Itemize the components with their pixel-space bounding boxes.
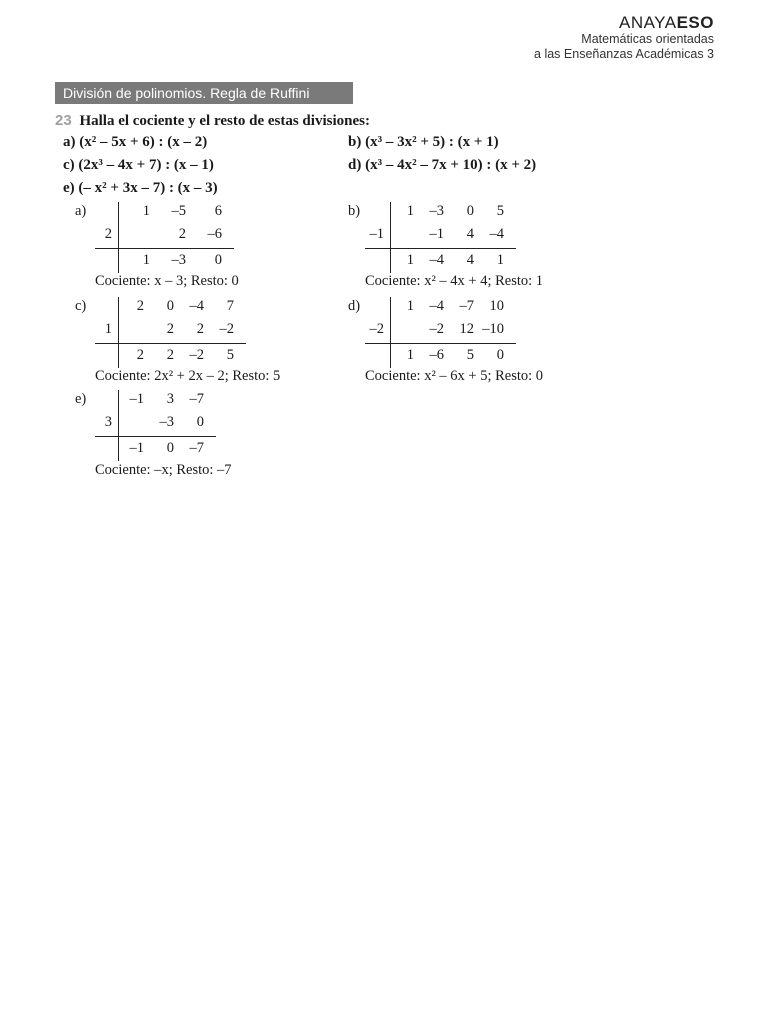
ruffini-a-vertical-line bbox=[118, 202, 119, 273]
problem-c: c) (2x³ – 4x + 7) : (x – 1) bbox=[63, 157, 214, 173]
solution-e-label: e) bbox=[75, 391, 87, 407]
brand-header bbox=[534, 14, 714, 62]
ruffini-c-coeffs-0: 2 bbox=[136, 298, 144, 314]
ruffini-d-coeffs-3: 10 bbox=[489, 298, 504, 314]
exercise-number: 23 bbox=[55, 112, 72, 129]
ruffini-b-coeffs-0: 1 bbox=[406, 203, 414, 219]
publisher-name: ANAYA bbox=[618, 13, 677, 32]
solution-c-label: c) bbox=[75, 298, 87, 314]
ruffini-b-coeffs-1: –3 bbox=[429, 203, 444, 219]
ruffini-a-coeffs-2: 6 bbox=[214, 203, 222, 219]
ruffini-c-horizontal-line bbox=[95, 343, 246, 344]
ruffini-b-horizontal-line bbox=[365, 248, 516, 249]
ruffini-d-products-3: –10 bbox=[482, 321, 504, 337]
solution-b-quotient-remainder: Cociente: x² – 4x + 4; Resto: 1 bbox=[365, 273, 544, 289]
ruffini-d-coeffs-2: –7 bbox=[459, 298, 474, 314]
problem-b: b) (x³ – 3x² + 5) : (x + 1) bbox=[348, 134, 499, 150]
ruffini-c-results-3: 5 bbox=[226, 347, 234, 363]
solution-c-quotient-remainder: Cociente: 2x² + 2x – 2; Resto: 5 bbox=[95, 368, 281, 384]
section-title: División de polinomios. Regla de Ruffini bbox=[55, 82, 353, 104]
ruffini-c-results-1: 2 bbox=[166, 347, 174, 363]
ruffini-d-divisor: –2 bbox=[369, 321, 384, 337]
ruffini-a-results-2: 0 bbox=[214, 252, 222, 268]
ruffini-c-products-3: –2 bbox=[219, 321, 234, 337]
ruffini-e-coeffs-0: –1 bbox=[129, 391, 144, 407]
ruffini-b-divisor: –1 bbox=[369, 226, 384, 242]
book-title-line1: Matemáticas orientadas bbox=[581, 32, 714, 46]
problem-e: e) (– x² + 3x – 7) : (x – 3) bbox=[63, 180, 218, 196]
ruffini-a-coeffs-0: 1 bbox=[142, 203, 150, 219]
ruffini-b-results-0: 1 bbox=[406, 252, 414, 268]
ruffini-b-coeffs-3: 5 bbox=[496, 203, 504, 219]
solution-d-label: d) bbox=[348, 298, 361, 314]
ruffini-d-horizontal-line bbox=[365, 343, 516, 344]
ruffini-e-coeffs-2: –7 bbox=[189, 391, 204, 407]
ruffini-e-products-2: 0 bbox=[196, 414, 204, 430]
series-name: ESO bbox=[676, 13, 714, 32]
solution-a-label: a) bbox=[75, 203, 87, 219]
ruffini-d-products-2: 12 bbox=[459, 321, 474, 337]
ruffini-e-coeffs-1: 3 bbox=[166, 391, 174, 407]
ruffini-a-results-0: 1 bbox=[142, 252, 150, 268]
publisher-logo bbox=[534, 14, 714, 32]
ruffini-c-vertical-line bbox=[118, 297, 119, 368]
ruffini-e-products-1: –3 bbox=[159, 414, 174, 430]
ruffini-c-results-0: 2 bbox=[136, 347, 144, 363]
ruffini-a-coeffs-1: –5 bbox=[171, 203, 186, 219]
solution-b-label: b) bbox=[348, 203, 361, 219]
ruffini-b-products-1: –1 bbox=[429, 226, 444, 242]
ruffini-e-results-2: –7 bbox=[189, 440, 204, 456]
ruffini-a-results-1: –3 bbox=[171, 252, 186, 268]
ruffini-c-coeffs-3: 7 bbox=[226, 298, 234, 314]
ruffini-a-divisor: 2 bbox=[104, 226, 112, 242]
ruffini-c-divisor: 1 bbox=[104, 321, 112, 337]
ruffini-a-products-2: –6 bbox=[207, 226, 222, 242]
ruffini-e-divisor: 3 bbox=[104, 414, 112, 430]
ruffini-e-horizontal-line bbox=[95, 436, 216, 437]
ruffini-d-coeffs-1: –4 bbox=[429, 298, 444, 314]
exercise-header bbox=[55, 112, 370, 130]
ruffini-b-results-2: 4 bbox=[466, 252, 474, 268]
ruffini-d-results-2: 5 bbox=[466, 347, 474, 363]
solution-e-quotient-remainder: Cociente: –x; Resto: –7 bbox=[95, 462, 232, 478]
ruffini-b-products-3: –4 bbox=[489, 226, 504, 242]
ruffini-d-results-0: 1 bbox=[406, 347, 414, 363]
ruffini-b-results-3: 1 bbox=[496, 252, 504, 268]
ruffini-b-results-1: –4 bbox=[429, 252, 444, 268]
ruffini-e-results-1: 0 bbox=[166, 440, 174, 456]
ruffini-c-results-2: –2 bbox=[189, 347, 204, 363]
ruffini-d-coeffs-0: 1 bbox=[406, 298, 414, 314]
ruffini-e-results-0: –1 bbox=[129, 440, 144, 456]
ruffini-b-products-2: 4 bbox=[466, 226, 474, 242]
ruffini-d-products-1: –2 bbox=[429, 321, 444, 337]
ruffini-c-products-1: 2 bbox=[166, 321, 174, 337]
solution-a-quotient-remainder: Cociente: x – 3; Resto: 0 bbox=[95, 273, 239, 289]
ruffini-c-coeffs-1: 0 bbox=[166, 298, 174, 314]
ruffini-a-horizontal-line bbox=[95, 248, 234, 249]
ruffini-d-results-3: 0 bbox=[496, 347, 504, 363]
ruffini-a-products-1: 2 bbox=[178, 226, 186, 242]
solution-d-quotient-remainder: Cociente: x² – 6x + 5; Resto: 0 bbox=[365, 368, 544, 384]
ruffini-c-products-2: 2 bbox=[196, 321, 204, 337]
problem-a: a) (x² – 5x + 6) : (x – 2) bbox=[63, 134, 208, 150]
exercise-statement: Halla el cociente y el resto de estas divisiones: bbox=[79, 113, 370, 129]
problem-d: d) (x³ – 4x² – 7x + 10) : (x + 2) bbox=[348, 157, 537, 173]
ruffini-c-coeffs-2: –4 bbox=[189, 298, 204, 314]
book-title-line2: a las Enseñanzas Académicas 3 bbox=[534, 47, 714, 61]
ruffini-d-results-1: –6 bbox=[429, 347, 444, 363]
ruffini-b-coeffs-2: 0 bbox=[466, 203, 474, 219]
ruffini-e-vertical-line bbox=[118, 390, 119, 461]
